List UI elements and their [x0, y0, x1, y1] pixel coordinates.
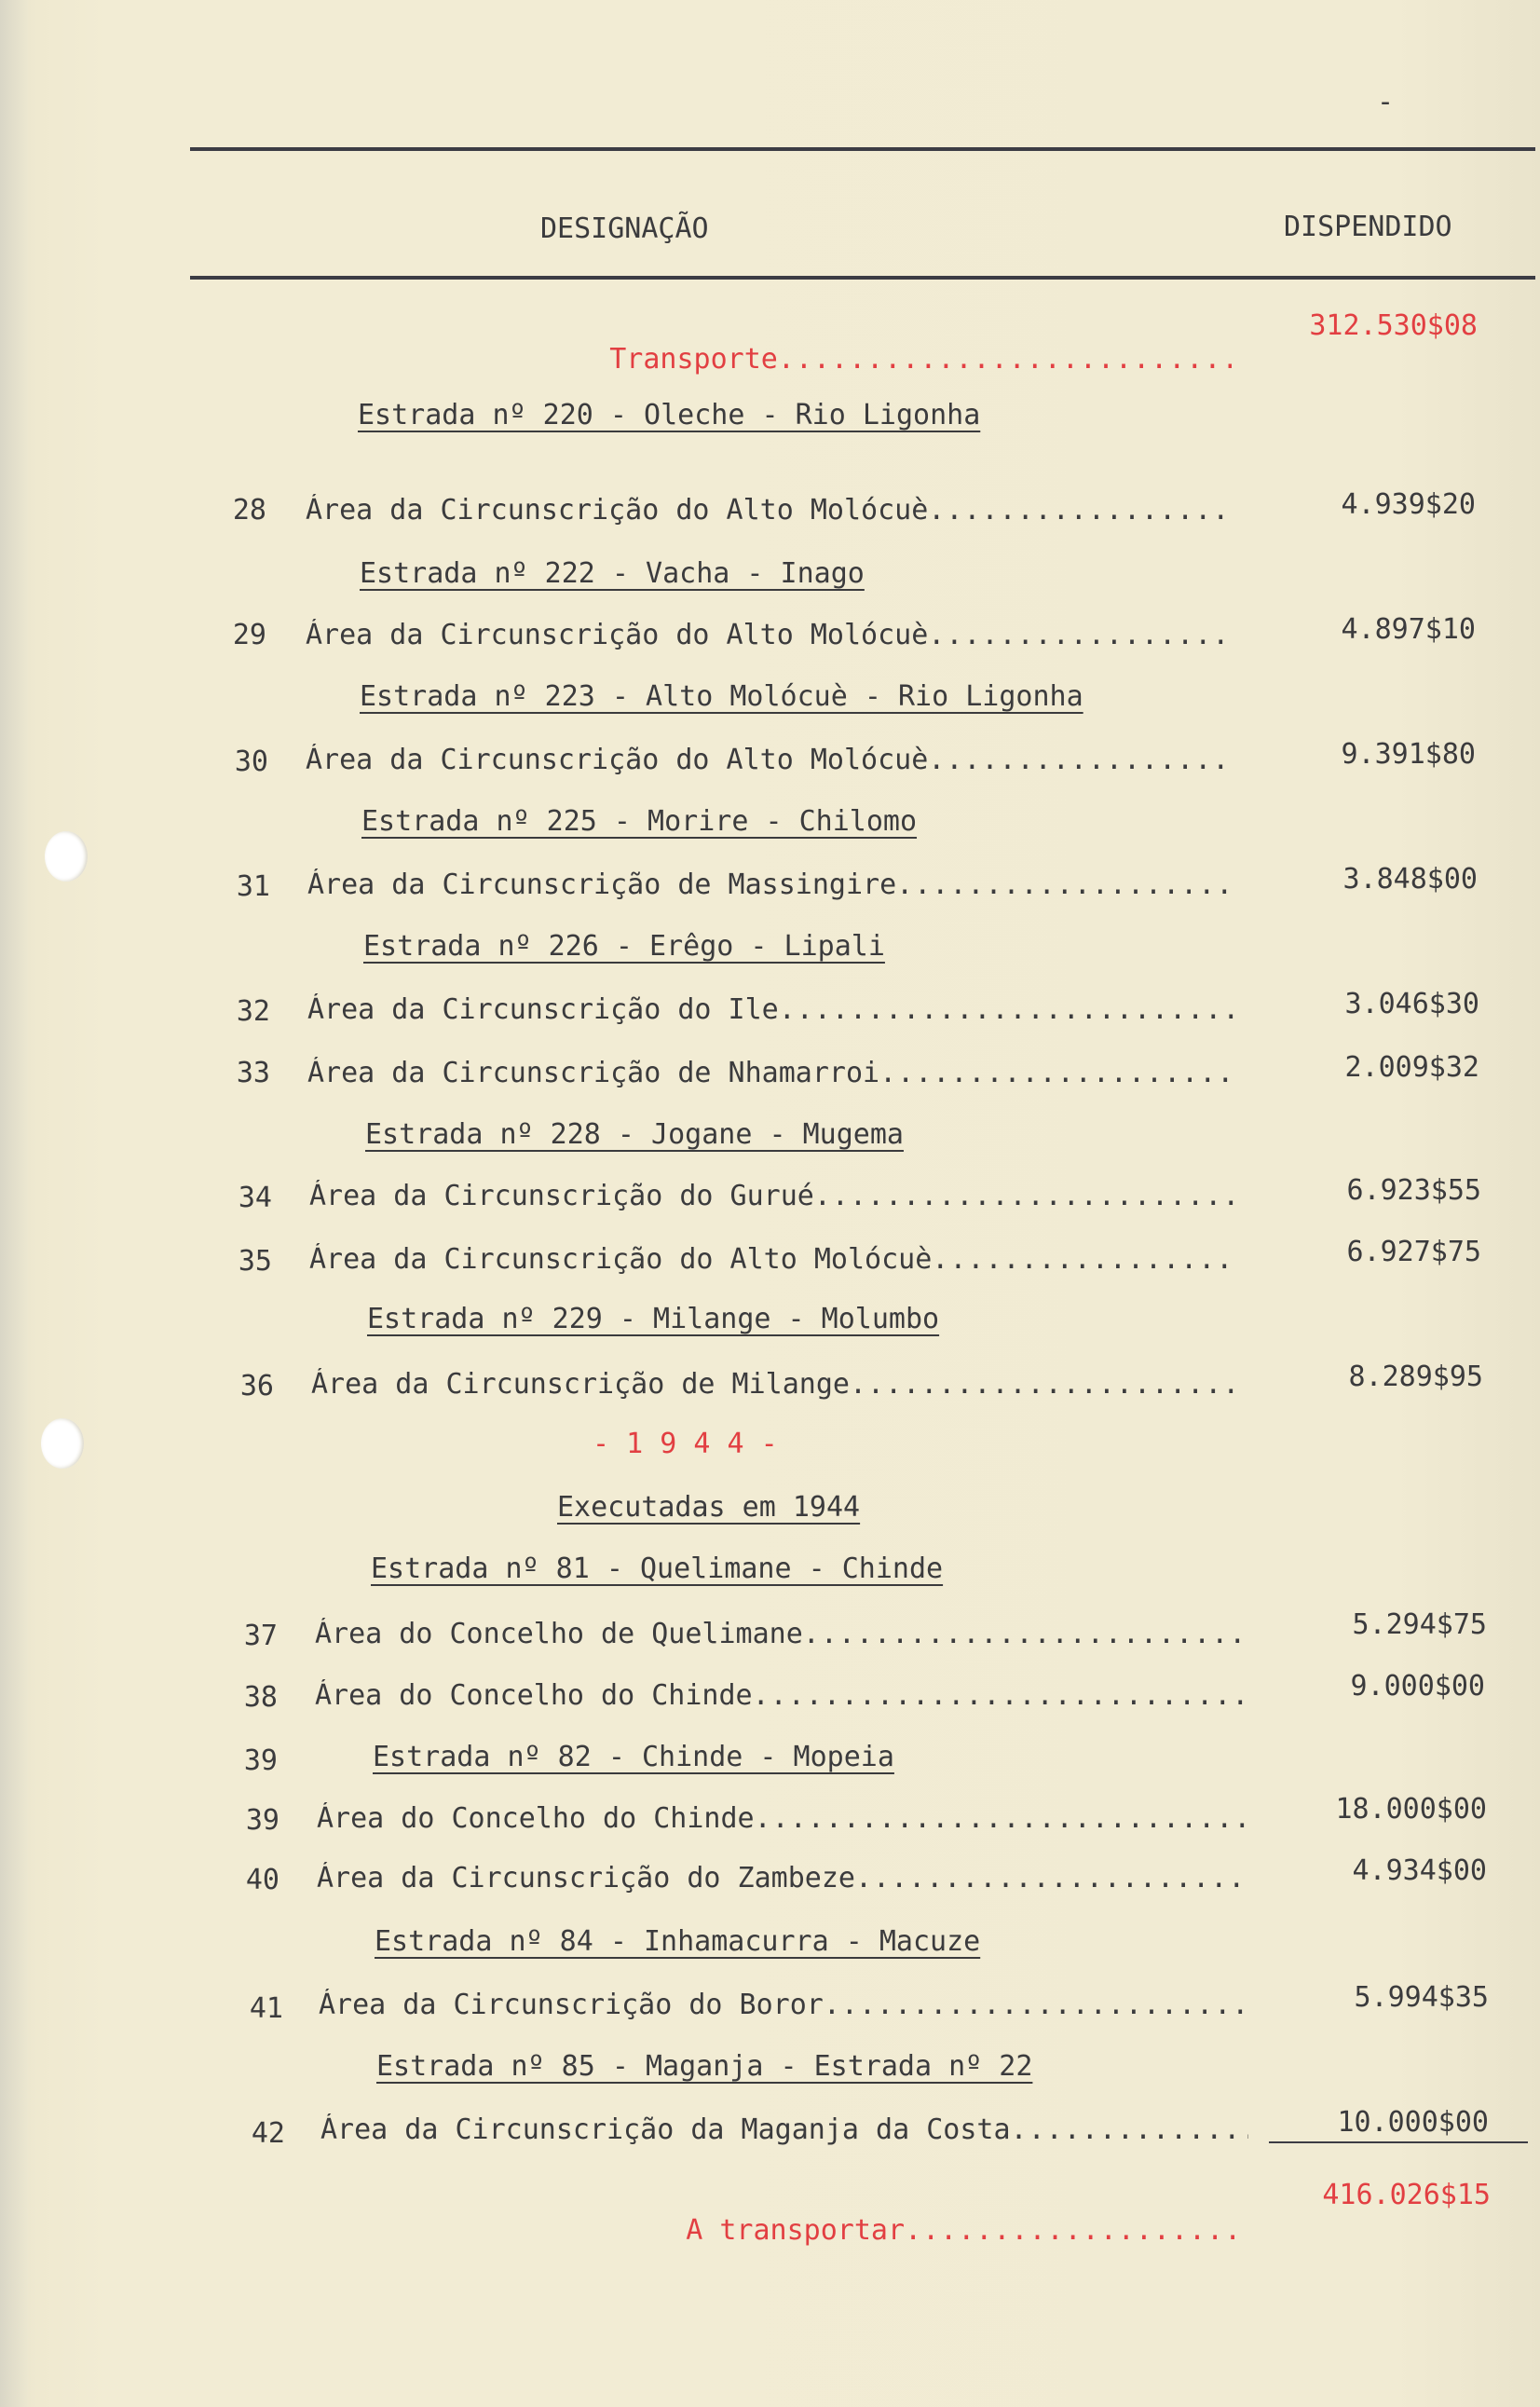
item-number: 28 — [232, 494, 266, 527]
item-description: Área do Concelho do Chinde — [315, 1679, 753, 1712]
item-line — [306, 619, 1232, 652]
dot-leader — [850, 1368, 1241, 1401]
road-heading: Estrada nº 85 - Maganja - Estrada nº 22 — [376, 2050, 1033, 2083]
item-line — [309, 1180, 1239, 1213]
dot-leader — [1011, 2113, 1248, 2146]
item-number: 39 — [245, 1804, 279, 1837]
item-line — [311, 1368, 1241, 1402]
item-description: Área do Concelho de Quelimane — [315, 1618, 803, 1650]
item-amount: 2.009$32 — [1344, 1051, 1479, 1084]
item-number: 34 — [238, 1182, 272, 1214]
item-description: Área da Circunscrição do Alto Molócuè — [306, 494, 929, 527]
item-line — [317, 1802, 1247, 1836]
item-number: 40 — [245, 1864, 279, 1896]
corner-mark: - — [1377, 86, 1395, 118]
item-amount: 5.294$75 — [1352, 1608, 1487, 1641]
item-number: 30 — [234, 745, 268, 778]
year-heading: - 1 9 4 4 - — [593, 1428, 778, 1460]
road-heading: Estrada nº 222 - Vacha - Inago — [360, 557, 865, 590]
transport-out-label: A transportar — [686, 2214, 906, 2247]
header-top-rule — [190, 147, 1535, 151]
item-number: 37 — [243, 1620, 278, 1652]
item-amount: 9.000$00 — [1350, 1670, 1485, 1703]
item-number: 42 — [251, 2117, 285, 2150]
dot-leader — [928, 619, 1232, 651]
punch-hole — [45, 831, 88, 882]
item-line — [317, 1862, 1247, 1895]
item-line — [307, 868, 1235, 902]
item-amount: 8.289$95 — [1348, 1361, 1483, 1393]
item-number: 32 — [236, 995, 270, 1028]
item-amount: 10.000$00 — [1337, 2106, 1489, 2139]
dot-leader — [896, 868, 1235, 901]
road-heading: Estrada nº 223 - Alto Molócuè - Rio Ligonha — [360, 680, 1083, 713]
item-number: 39 — [243, 1744, 278, 1777]
dot-leader — [753, 1679, 1245, 1712]
item-number: 41 — [249, 1992, 283, 2025]
item-line — [315, 1679, 1245, 1713]
item-amount: 3.848$00 — [1342, 863, 1478, 896]
dot-leader — [879, 1057, 1237, 1089]
item-description: Área da Circunscrição do Ile — [307, 993, 779, 1026]
item-line — [307, 993, 1237, 1027]
road-heading: Estrada nº 81 - Quelimane - Chinde — [371, 1552, 944, 1585]
dot-leader — [755, 1802, 1247, 1835]
item-line — [307, 1057, 1237, 1090]
amount-header: DISPENDIDO — [1284, 211, 1452, 243]
dot-leader — [932, 1243, 1239, 1276]
item-line — [306, 494, 1232, 527]
item-amount: 4.939$20 — [1341, 488, 1476, 521]
designation-header: DESIGNAÇÃO — [540, 212, 709, 245]
item-number: 31 — [236, 870, 270, 903]
road-heading: Estrada nº 228 - Jogane - Mugema — [365, 1118, 904, 1151]
dot-leader — [824, 1989, 1248, 2021]
dot-leader — [779, 993, 1237, 1026]
item-line — [309, 1243, 1239, 1277]
item-description: Área da Circunscrição do Gurué — [309, 1180, 814, 1212]
item-number: 38 — [243, 1681, 278, 1714]
dot-leader — [803, 1618, 1245, 1650]
dot-leader — [905, 2214, 1247, 2247]
item-line — [315, 1618, 1245, 1651]
transport-in-line — [542, 309, 1232, 410]
item-description: Área da Circunscrição do Zambeze — [317, 1862, 855, 1894]
item-amount: 6.923$55 — [1346, 1174, 1481, 1207]
item-number: 35 — [238, 1245, 272, 1278]
transport-in-label: Transporte — [609, 343, 778, 376]
item-description: Área do Concelho do Chinde — [317, 1802, 755, 1835]
page-fold-shadow — [0, 0, 28, 2407]
road-heading: Estrada nº 225 - Morire - Chilomo — [361, 805, 918, 838]
dot-leader — [814, 1180, 1239, 1212]
item-amount: 4.934$00 — [1352, 1854, 1487, 1887]
item-amount: 6.927$75 — [1346, 1236, 1481, 1268]
transport-out-line — [619, 2181, 1247, 2281]
item-description: Área da Circunscrição do Alto Molócuè — [306, 744, 929, 776]
item-description: Área da Circunscrição de Milange — [311, 1368, 850, 1401]
executed-heading: Executadas em 1944 — [557, 1491, 861, 1524]
dot-leader — [928, 744, 1233, 776]
item-description: Área da Circunscrição da Maganja da Costa — [320, 2113, 1011, 2146]
item-description: Área da Circunscrição de Nhamarroi — [307, 1057, 880, 1089]
total-rule — [1269, 2141, 1528, 2143]
item-description: Área da Circunscrição de Massingire — [307, 868, 897, 901]
item-amount: 9.391$80 — [1341, 738, 1476, 771]
item-description: Área da Circunscrição do Alto Molócuè — [306, 619, 929, 651]
road-heading: Estrada nº 226 - Erêgo - Lipali — [363, 930, 885, 963]
punch-hole — [41, 1418, 84, 1469]
road-heading: Estrada nº 84 - Inhamacurra - Macuze — [375, 1925, 981, 1958]
dot-leader — [855, 1862, 1247, 1894]
item-line — [320, 2113, 1248, 2147]
dot-leader — [778, 343, 1232, 376]
road-heading: Estrada nº 220 - Oleche - Rio Ligonha — [358, 399, 981, 431]
item-description: Área da Circunscrição do Alto Molócuè — [309, 1243, 933, 1276]
transport-out-amount: 416.026$15 — [1322, 2179, 1491, 2211]
header-bottom-rule — [190, 276, 1535, 280]
transport-in-amount: 312.530$08 — [1309, 309, 1478, 342]
item-amount: 3.046$30 — [1344, 988, 1479, 1020]
item-amount: 5.994$35 — [1354, 1981, 1489, 2014]
road-heading: Estrada nº 82 - Chinde - Mopeia — [373, 1741, 894, 1773]
item-number: 33 — [236, 1057, 270, 1089]
item-amount: 4.897$10 — [1341, 613, 1476, 646]
item-description: Área da Circunscrição do Boror — [319, 1989, 824, 2021]
item-line — [319, 1989, 1248, 2022]
road-heading: Estrada nº 229 - Milange - Molumbo — [367, 1303, 940, 1335]
dot-leader — [928, 494, 1232, 527]
item-number: 29 — [232, 619, 266, 651]
item-number: 36 — [239, 1370, 274, 1402]
item-line — [306, 744, 1233, 777]
item-amount: 18.000$00 — [1335, 1793, 1487, 1826]
